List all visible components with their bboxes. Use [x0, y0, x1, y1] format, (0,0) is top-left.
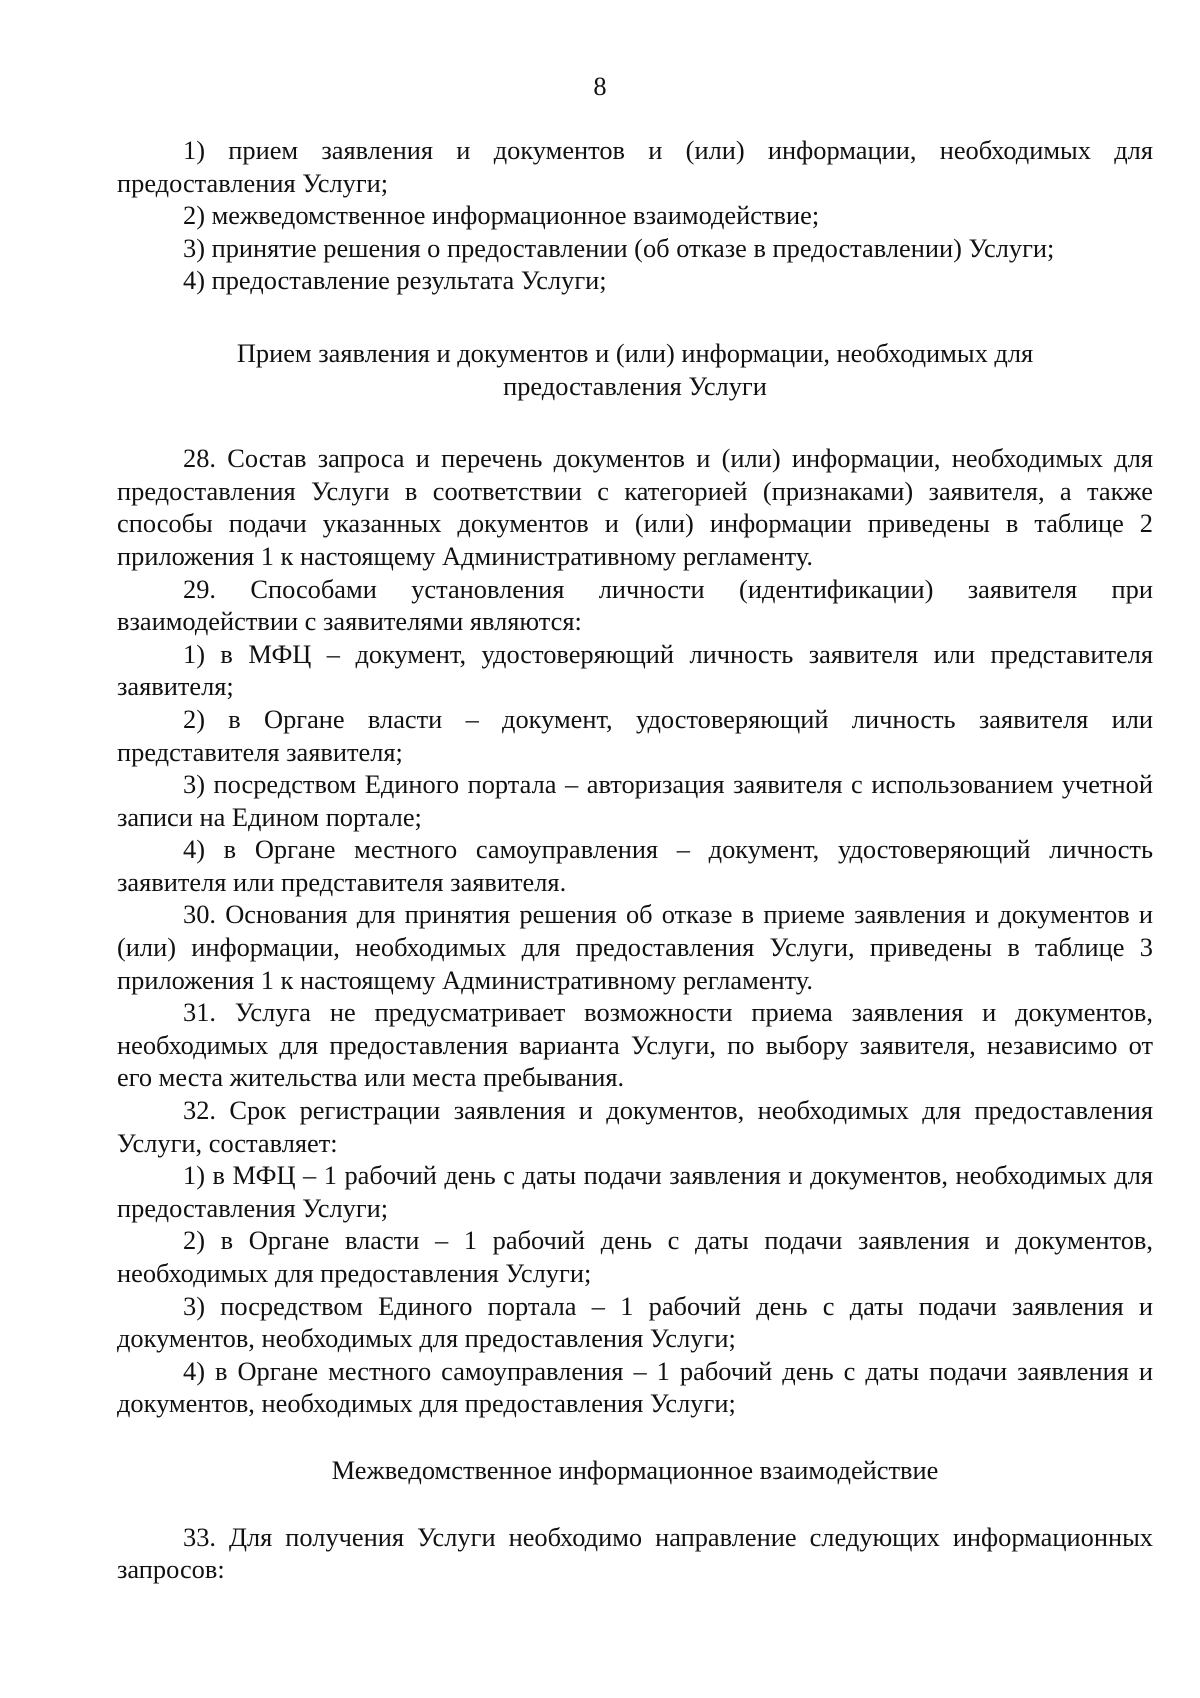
- paragraph: 3) посредством Единого портала – 1 рабочий день с даты подачи заявления и документов, необходимых для предоставления Услуги;: [117, 1290, 1153, 1354]
- paragraph: 1) в МФЦ – документ, удостоверяющий личность заявителя или представителя заявителя;: [117, 638, 1153, 702]
- paragraph: 4) в Органе местного самоуправления – 1 рабочий день с даты подачи заявления и документов, необходимых для предоставления Услуги;: [117, 1355, 1153, 1419]
- paragraph: 4) в Органе местного самоуправления – документ, удостоверяющий личность заявителя или представителя заявителя.: [117, 834, 1153, 897]
- paragraph: 2) в Органе власти – документ, удостоверяющий личность заявителя или представителя заявителя;: [117, 703, 1153, 767]
- paragraph: 2) в Органе власти – 1 рабочий день с даты подачи заявления и документов, необходимых для предоставления Услуги;: [117, 1225, 1153, 1288]
- document-body: [117, 134, 1153, 1586]
- list-item: 1) прием заявления и документов и (или) информации, необходимых для предоставления Услуги;: [117, 135, 1153, 198]
- list-item: 4) предоставление результата Услуги;: [183, 265, 607, 296]
- list-item: 2) межведомственное информационное взаимодействие;: [183, 200, 820, 231]
- page-number: 8: [593, 71, 607, 101]
- paragraph: 32. Срок регистрации заявления и документов, необходимых для предоставления Услуги, составляет:: [117, 1095, 1153, 1158]
- paragraph: 33. Для получения Услуги необходимо направление следующих информационных запросов:: [117, 1521, 1153, 1585]
- paragraph: 31. Услуга не предусматривает возможности приема заявления и документов, необходимых для предоставления варианта Услуги, по выбору заявителя, независимо от его места жительства или места пребывания.: [117, 997, 1153, 1093]
- paragraph: 28. Состав запроса и перечень документов и (или) информации, необходимых для предоставления Услуги в соответствии с категорией (признаками) заявителя, а также способы подачи указанных документов и (или) информации приведены в таблице 2 приложения 1 к настоящему Административному регламенту.: [117, 443, 1153, 571]
- list-item: 3) принятие решения о предоставлении (об отказе в предоставлении) Услуги;: [183, 232, 1055, 263]
- paragraph: 1) в МФЦ – 1 рабочий день с даты подачи заявления и документов, необходимых для предоставления Услуги;: [117, 1160, 1153, 1223]
- paragraph: 29. Способами установления личности (идентификации) заявителя при взаимодействии с заявителями являются:: [117, 573, 1153, 637]
- section-heading: Межведомственное информационное взаимодействие: [331, 1454, 939, 1485]
- paragraph: 30. Основания для принятия решения об отказе в приеме заявления и документов и (или) информации, необходимых для предоставления Услуги, приведены в таблице 3 приложения 1 к настоящему Административному регламенту.: [117, 899, 1153, 995]
- section-heading: Прием заявления и документов и (или) информации, необходимых для предоставления Услуги: [236, 337, 1034, 401]
- paragraph: 3) посредством Единого портала – авторизация заявителя с использованием учетной записи на Едином портале;: [117, 769, 1153, 832]
